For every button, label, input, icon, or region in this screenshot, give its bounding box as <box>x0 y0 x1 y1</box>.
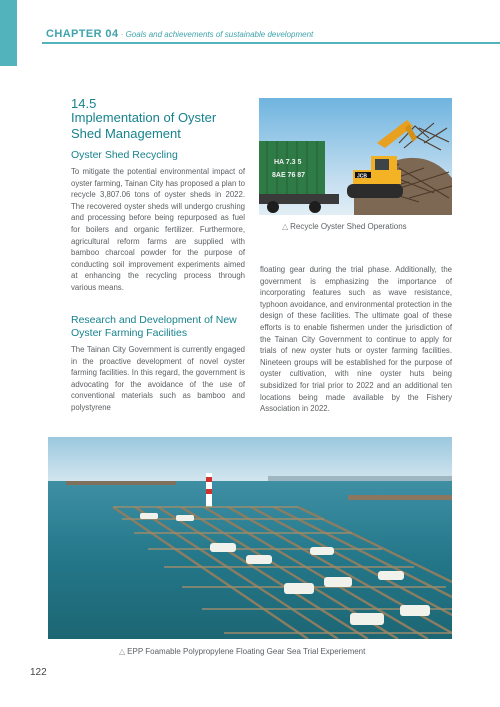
caption-triangle-icon: △ <box>119 647 126 656</box>
caption-bottom-text: EPP Foamable Polypropylene Floating Gear Sea Trial Experiement <box>127 647 366 656</box>
oyster-shed-recycling-photo <box>259 98 452 215</box>
section-number: 14.5 <box>71 96 97 111</box>
truck-plate-bottom: 8AE 76 87 <box>272 172 306 179</box>
excavator-brand: JCB <box>357 173 368 180</box>
header-rule <box>42 42 500 44</box>
caption-bottom <box>119 647 365 656</box>
running-header <box>46 28 313 40</box>
recycling-heading: Oyster Shed Recycling <box>71 149 178 161</box>
chapter-tab <box>0 0 17 66</box>
research-paragraph-part2: floating gear during the trial phase. Additionally, the government is emphasizing the importance of incorporating features such as wave resistance, typhoon avoidance, and environmental protection in the design of these facilities. The ultimate goal of these efforts is to enable fishermen under the jurisdiction of the Tainan City Government to continue to apply for trials of new oyster huts or oyster farming facilities. Nineteen groups will be established for the purpose of oyster cultivation, with nine oyster huts being subsidized for trial prior to 2022 and an additional ten locations being made available by the Fishery Association in 2022. <box>260 265 452 414</box>
page-number: 122 <box>30 667 47 678</box>
chapter-subtitle: Goals and achievements of sustainable development <box>125 30 314 39</box>
caption-top <box>282 222 407 231</box>
recycling-paragraph: To mitigate the potential environmental impact of oyster farming, Tainan City has proposed a plan to recycle 3,807.06 tons of oyster sheds in 2022. The recovered oyster sheds will undergo crushing and processing before being repurposed as fuel for boilers and organic fertilizer. Furthermore, agricultural reform farms are supplied with bamboo charcoal powder for the purpose of conducting soil improvement experiments aimed at enhancing the recycling process through various means. <box>71 167 245 292</box>
chapter-label: CHAPTER 04 <box>46 28 119 40</box>
caption-top-text: Recycle Oyster Shed Operations <box>290 222 407 231</box>
truck-plate-top: HA 7.3 5 <box>274 159 302 166</box>
research-heading: Research and Development of New Oyster Farming Facilities <box>71 314 237 339</box>
caption-triangle-icon: △ <box>282 222 289 231</box>
research-paragraph-part1: The Tainan City Government is currently engaged in the proactive development of novel oyster farming facilities. In this regard, the government is advocating for the avoidance of the use of conventional materials such as bamboo and polystyrene <box>71 345 245 412</box>
section-title: Implementation of Oyster Shed Management <box>71 110 217 141</box>
header-separator: · <box>118 30 126 39</box>
floating-gear-sea-trial-photo <box>48 437 452 639</box>
